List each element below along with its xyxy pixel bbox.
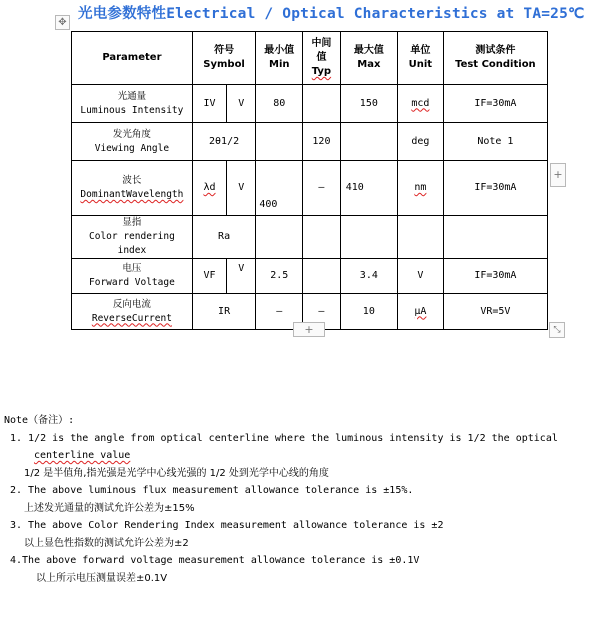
max-cell: 3.4: [340, 259, 397, 294]
typ-cell: —: [303, 294, 340, 330]
symbol-cell: 2θ1/2: [192, 123, 256, 161]
add-row-button[interactable]: +: [293, 322, 325, 337]
note-2-line-a: 2. The above luminous flux measurement allowance tolerance is ±15%.: [10, 485, 414, 496]
param-cell: [72, 259, 193, 294]
unit-text: μA: [414, 305, 427, 317]
header-symbol-cn: 符号: [214, 45, 235, 56]
header-typ-en: Typ: [311, 66, 332, 77]
unit-cell: [397, 294, 443, 330]
typ-cell: [303, 216, 340, 259]
note-4-line-b: 以上所示电压测量误差±0.1V: [36, 572, 168, 584]
note-1-line-b: [4, 447, 594, 465]
param-cn: 反向电流: [112, 298, 151, 310]
table-row: [72, 259, 548, 294]
unit-cell: [397, 216, 443, 259]
symbol-sub-cell: V: [227, 161, 256, 216]
symbol-cell: [192, 161, 226, 216]
condition-cell: Note 1: [443, 123, 547, 161]
typ-cell: [303, 85, 340, 123]
min-cell: 400: [256, 161, 303, 216]
header-symbol-en: Symbol: [203, 59, 245, 70]
table-move-handle-icon[interactable]: ✥: [55, 15, 70, 30]
symbol-sub-cell: V: [227, 85, 256, 123]
max-cell: 410: [340, 161, 397, 216]
typ-cell: 120: [303, 123, 340, 161]
min-cell: [256, 216, 303, 259]
header-condition: [443, 32, 547, 85]
header-cond-cn: 测试条件: [475, 45, 516, 56]
param-cell: [72, 85, 193, 123]
param-cell: [72, 123, 193, 161]
header-max-en: Max: [357, 59, 381, 70]
table-row: [72, 85, 548, 123]
param-cn: 光通量: [117, 90, 147, 102]
table-row: [72, 123, 548, 161]
symbol-cell: VF: [192, 259, 226, 294]
max-cell: [340, 216, 397, 259]
param-cn: 电压: [122, 263, 142, 274]
header-symbol: [192, 32, 256, 85]
unit-cell: [397, 161, 443, 216]
min-cell: —: [256, 294, 303, 330]
param-cn: 发光角度: [112, 128, 151, 140]
param-en: ReverseCurrent: [91, 312, 172, 324]
header-typ-cn2: 值: [316, 52, 327, 63]
param-en: DominantWavelength: [80, 189, 184, 200]
param-en: Luminous Intensity: [80, 104, 184, 116]
unit-cell: deg: [397, 123, 443, 161]
typ-cell: [303, 259, 340, 294]
min-cell: [256, 123, 303, 161]
table-row: [72, 161, 548, 216]
note-4-line-a: 4.The above forward voltage measurement allowance tolerance is ±0.1V: [10, 555, 420, 566]
param-cn: 波长: [122, 175, 142, 186]
section-title: [78, 2, 585, 23]
condition-cell: [443, 216, 547, 259]
unit-text: nm: [414, 182, 427, 193]
typ-cell: —: [303, 161, 340, 216]
add-column-button[interactable]: +: [550, 163, 566, 187]
header-min: [256, 32, 303, 85]
header-unit-cn: 单位: [410, 45, 431, 56]
header-typ-cn1: 中间: [311, 38, 332, 49]
header-unit: [397, 32, 443, 85]
table-header-row: [72, 32, 548, 85]
table-resize-handle-icon[interactable]: ⤡: [549, 322, 565, 338]
param-cn: 显指: [122, 217, 142, 228]
symbol-sub-cell: V: [227, 259, 256, 294]
symbol-cell: IR: [192, 294, 256, 330]
notes-heading: Note（备注）:: [4, 415, 75, 426]
min-cell: 80: [256, 85, 303, 123]
max-cell: [340, 123, 397, 161]
header-min-en: Min: [269, 59, 290, 70]
note-1-line-c: 1/2 是半值角,指光强是光学中心线光强的 1/2 处到光学中心线的角度: [24, 467, 329, 479]
param-cell: [72, 294, 193, 330]
note-3-line-a: 3. The above Color Rendering Index measurement allowance tolerance is ±2: [10, 520, 444, 531]
param-en: Forward Voltage: [89, 277, 175, 288]
unit-cell: [397, 85, 443, 123]
condition-cell: IF=30mA: [443, 85, 547, 123]
symbol-text: λd: [203, 182, 216, 193]
note-3-line-b: 以上显色性指数的测试允许公差为±2: [24, 537, 189, 549]
symbol-cell: IV: [192, 85, 226, 123]
unit-text: mcd: [411, 97, 430, 109]
header-typ: [303, 32, 340, 85]
header-parameter: Parameter: [72, 32, 193, 85]
max-cell: 150: [340, 85, 397, 123]
characteristics-table: [71, 31, 548, 330]
param-en: Viewing Angle: [94, 142, 170, 154]
note-2-line-b: 上述发光通量的测试允许公差为±15%: [24, 502, 195, 514]
header-max-cn: 最大值: [353, 45, 384, 56]
title-cn: 光电参数特性: [78, 6, 167, 22]
param-cell: [72, 216, 193, 259]
condition-cell: IF=30mA: [443, 161, 547, 216]
note-1-line-a: [4, 430, 594, 448]
min-cell: 2.5: [256, 259, 303, 294]
header-min-cn: 最小值: [264, 45, 295, 56]
notes-section: [4, 412, 594, 587]
header-unit-en: Unit: [408, 59, 433, 70]
condition-cell: VR=5V: [443, 294, 547, 330]
table-row: [72, 216, 548, 259]
note-1-text: 1. 1/2 is the angle from optical centerline where the luminous intensity is 1/2 the optical: [10, 432, 558, 444]
unit-cell: V: [397, 259, 443, 294]
symbol-cell: Ra: [192, 216, 256, 259]
condition-cell: IF=30mA: [443, 259, 547, 294]
title-en: Electrical / Optical Characteristics at TA=25℃: [166, 6, 585, 22]
max-cell: 10: [340, 294, 397, 330]
header-cond-en: Test Condition: [455, 59, 536, 70]
param-en: Color rendering index: [89, 231, 175, 256]
header-max: [340, 32, 397, 85]
param-cell: [72, 161, 193, 216]
note-1-cont: centerline value: [34, 450, 131, 461]
